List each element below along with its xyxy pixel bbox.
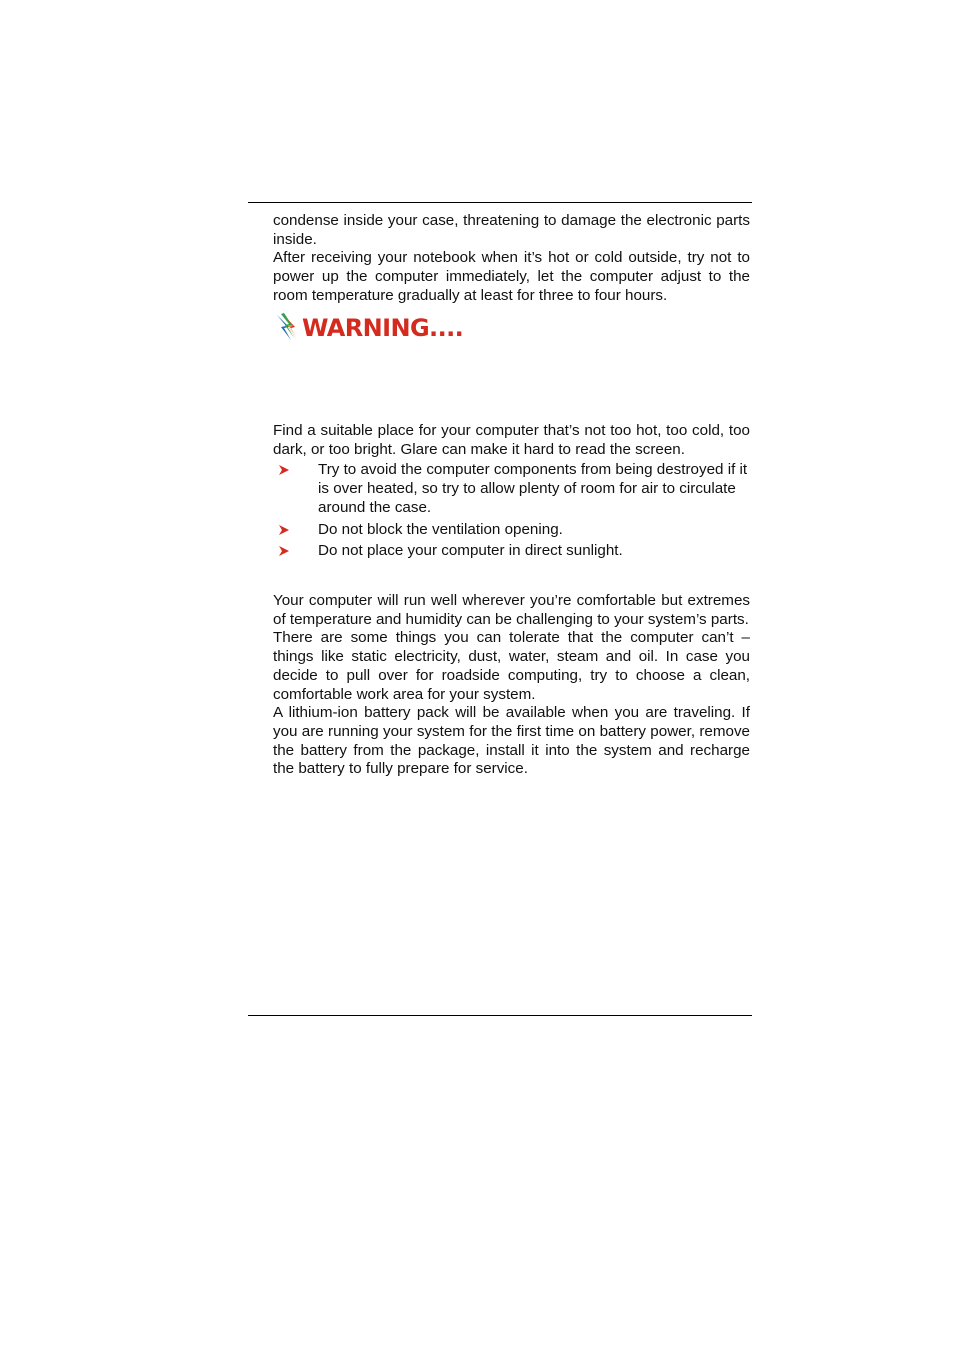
list-item <box>273 521 750 540</box>
paragraph-battery: A lithium-ion battery pack will be available when you are traveling. If you are running your system for the first time on battery power, remove the battery from the package, install it into the system and recharge the battery to fully prepare for service. <box>273 704 750 778</box>
paragraph-adjust-temperature: After receiving your notebook when it’s hot or cold outside, try not to power up the computer immediately, let the computer adjust to the room temperature gradually at least for three to four hours. <box>273 249 750 304</box>
paragraph-tolerate: There are some things you can tolerate that the computer can’t – things like static electricity, dust, water, steam and oil. In case you decide to pull over for roadside computing, try to choose a clean, comfortable work area for your system. <box>273 629 750 703</box>
footer-rule <box>248 1015 752 1016</box>
paragraph-placement: Find a suitable place for your computer that’s not too hot, too cold, too dark, or too bright. Glare can make it hard to read the screen. <box>273 422 750 458</box>
bullet-text: Do not block the ventilation opening. <box>318 520 563 538</box>
header-rule <box>248 202 752 203</box>
warning-label: WARNING.... <box>302 314 464 342</box>
section-condensation <box>273 212 750 306</box>
warning-banner <box>275 312 463 344</box>
warning-lightning-icon <box>275 313 299 343</box>
bullet-text: Try to avoid the computer components from being destroyed if it is over heated, so try to allow plenty of room for air to circulate around the case. <box>318 461 748 516</box>
arrow-bullet-icon <box>278 545 290 557</box>
arrow-bullet-icon <box>278 524 290 536</box>
list-item <box>273 542 750 561</box>
section-environment <box>273 592 750 779</box>
list-item <box>273 461 750 517</box>
bullet-text: Do not place your computer in direct sunlight. <box>318 542 623 560</box>
arrow-bullet-icon <box>278 464 290 476</box>
section-placement <box>273 422 750 564</box>
paragraph-condense: condense inside your case, threatening to damage the electronic parts inside. <box>273 212 750 248</box>
placement-bullet-list <box>273 461 750 561</box>
paragraph-comfortable: Your computer will run well wherever you’re comfortable but extremes of temperature and humidity can be challenging to your system’s parts. <box>273 592 750 628</box>
